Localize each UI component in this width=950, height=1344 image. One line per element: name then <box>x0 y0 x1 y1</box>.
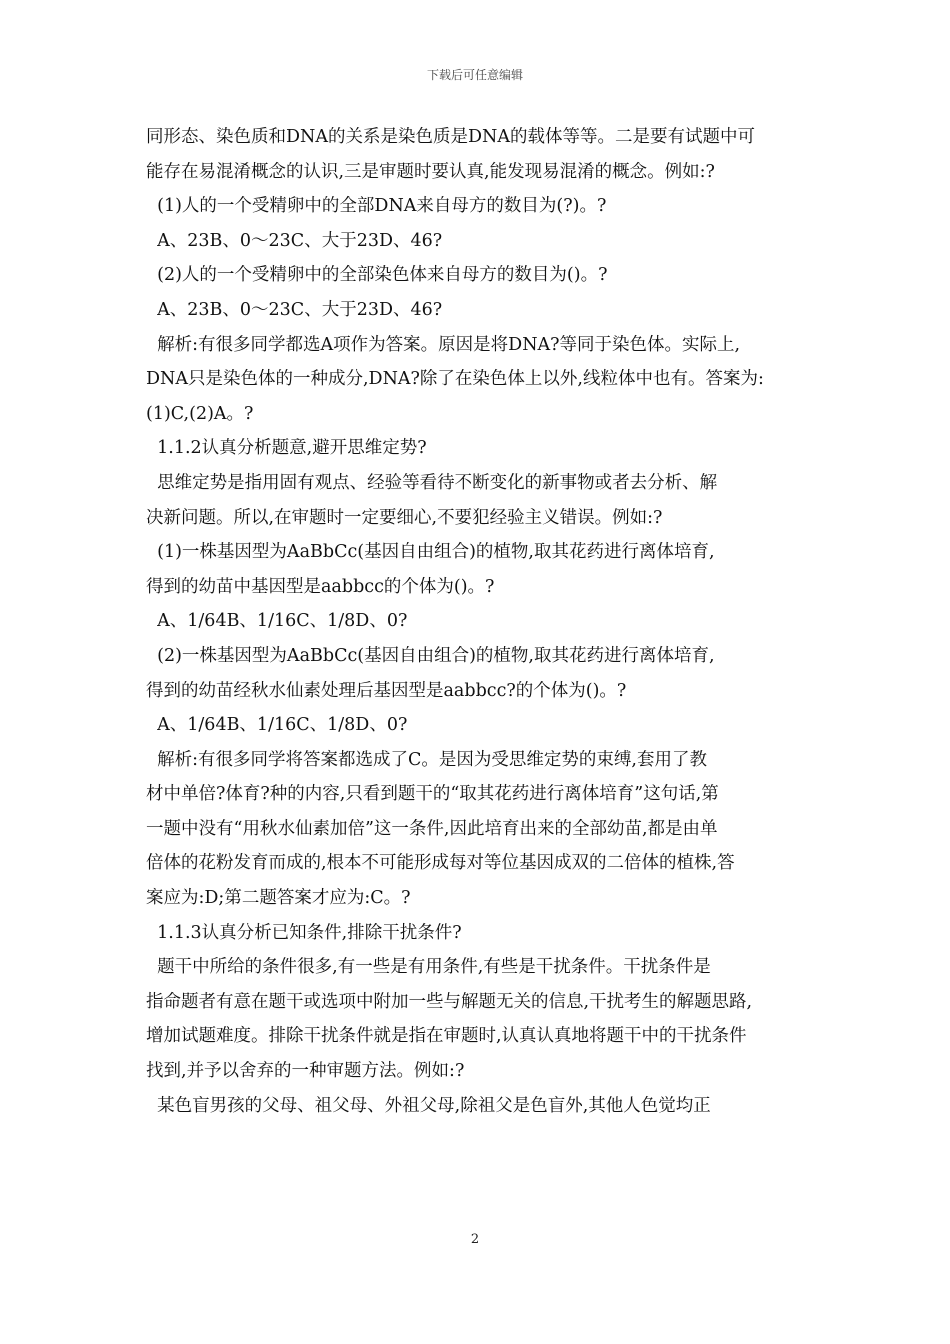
text-line: A、1/64B、1/16C、1/8D、0? <box>146 715 408 736</box>
text-line: 材中单倍?体育?种的内容,只看到题干的“取其花药进行离体培育”这句话,第 <box>146 784 719 805</box>
section-heading: 1.1.3认真分析已知条件,排除干扰条件? <box>146 922 462 943</box>
text-line: 解析:有很多同学将答案都选成了C。是因为受思维定势的束缚,套用了教 <box>146 749 707 770</box>
text-line: A、23B、0～23C、大于23D、46? <box>146 230 443 251</box>
text-line: (2)一株基因型为AaBbCc(基因自由组合)的植物,取其花药进行离体培育, <box>146 645 715 666</box>
text-line: 思维定势是指用固有观点、经验等看待不断变化的新事物或者去分析、解 <box>146 472 718 493</box>
page-number: 2 <box>470 1232 480 1247</box>
text-line: (1)一株基因型为AaBbCc(基因自由组合)的植物,取其花药进行离体培育, <box>146 542 715 563</box>
text-line: 增加试题难度。排除干扰条件就是指在审题时,认真认真地将题干中的干扰条件 <box>146 1026 747 1047</box>
text-line: DNA只是染色体的一种成分,DNA?除了在染色体上以外,线粒体中也有。答案为: <box>146 369 764 390</box>
text-line: 能存在易混淆概念的认识,三是审题时要认真,能发现易混淆的概念。例如:? <box>146 161 715 182</box>
text-line: 同形态、染色质和DNA的关系是染色质是DNA的载体等等。二是要有试题中可 <box>146 127 755 147</box>
text-line: 得到的幼苗经秋水仙素处理后基因型是aabbcc?的个体为()。? <box>146 680 627 701</box>
text-line: 找到,并予以舍弃的一种审题方法。例如:? <box>146 1061 465 1082</box>
text-line: (1)C,(2)A。? <box>146 403 254 424</box>
text-line: A、23B、0～23C、大于23D、46? <box>146 299 443 320</box>
text-line: (1)人的一个受精卵中的全部DNA来自母方的数目为(?)。? <box>146 196 607 217</box>
text-line: 解析:有很多同学都选A项作为答案。原因是将DNA?等同于染色体。实际上, <box>146 334 741 355</box>
page-header: 下载后可任意编辑 <box>426 68 523 82</box>
section-heading: 1.1.2认真分析题意,避开思维定势? <box>146 438 427 459</box>
text-line: 得到的幼苗中基因型是aabbcc的个体为()。? <box>146 576 495 597</box>
text-line: 案应为:D;第二题答案才应为:C。? <box>146 888 411 909</box>
text-line: 一题中没有“用秋水仙素加倍”这一条件,因此培育出来的全部幼苗,都是由单 <box>146 818 718 839</box>
text-line: (2)人的一个受精卵中的全部染色体来自母方的数目为()。? <box>146 265 608 286</box>
text-line: 题干中所给的条件很多,有一些是有用条件,有些是干扰条件。干扰条件是 <box>146 957 711 978</box>
text-line: 倍体的花粉发育而成的,根本不可能形成每对等位基因成双的二倍体的植株,答 <box>146 853 735 874</box>
text-line: A、1/64B、1/16C、1/8D、0? <box>146 611 408 632</box>
text-line: 某色盲男孩的父母、祖父母、外祖父母,除祖父是色盲外,其他人色觉均正 <box>146 1095 711 1116</box>
document-body <box>146 120 808 1123</box>
text-line: 决新问题。所以,在审题时一定要细心,不要犯经验主义错误。例如:? <box>146 507 663 528</box>
text-line: 指命题者有意在题干或选项中附加一些与解题无关的信息,干扰考生的解题思路, <box>146 991 753 1012</box>
